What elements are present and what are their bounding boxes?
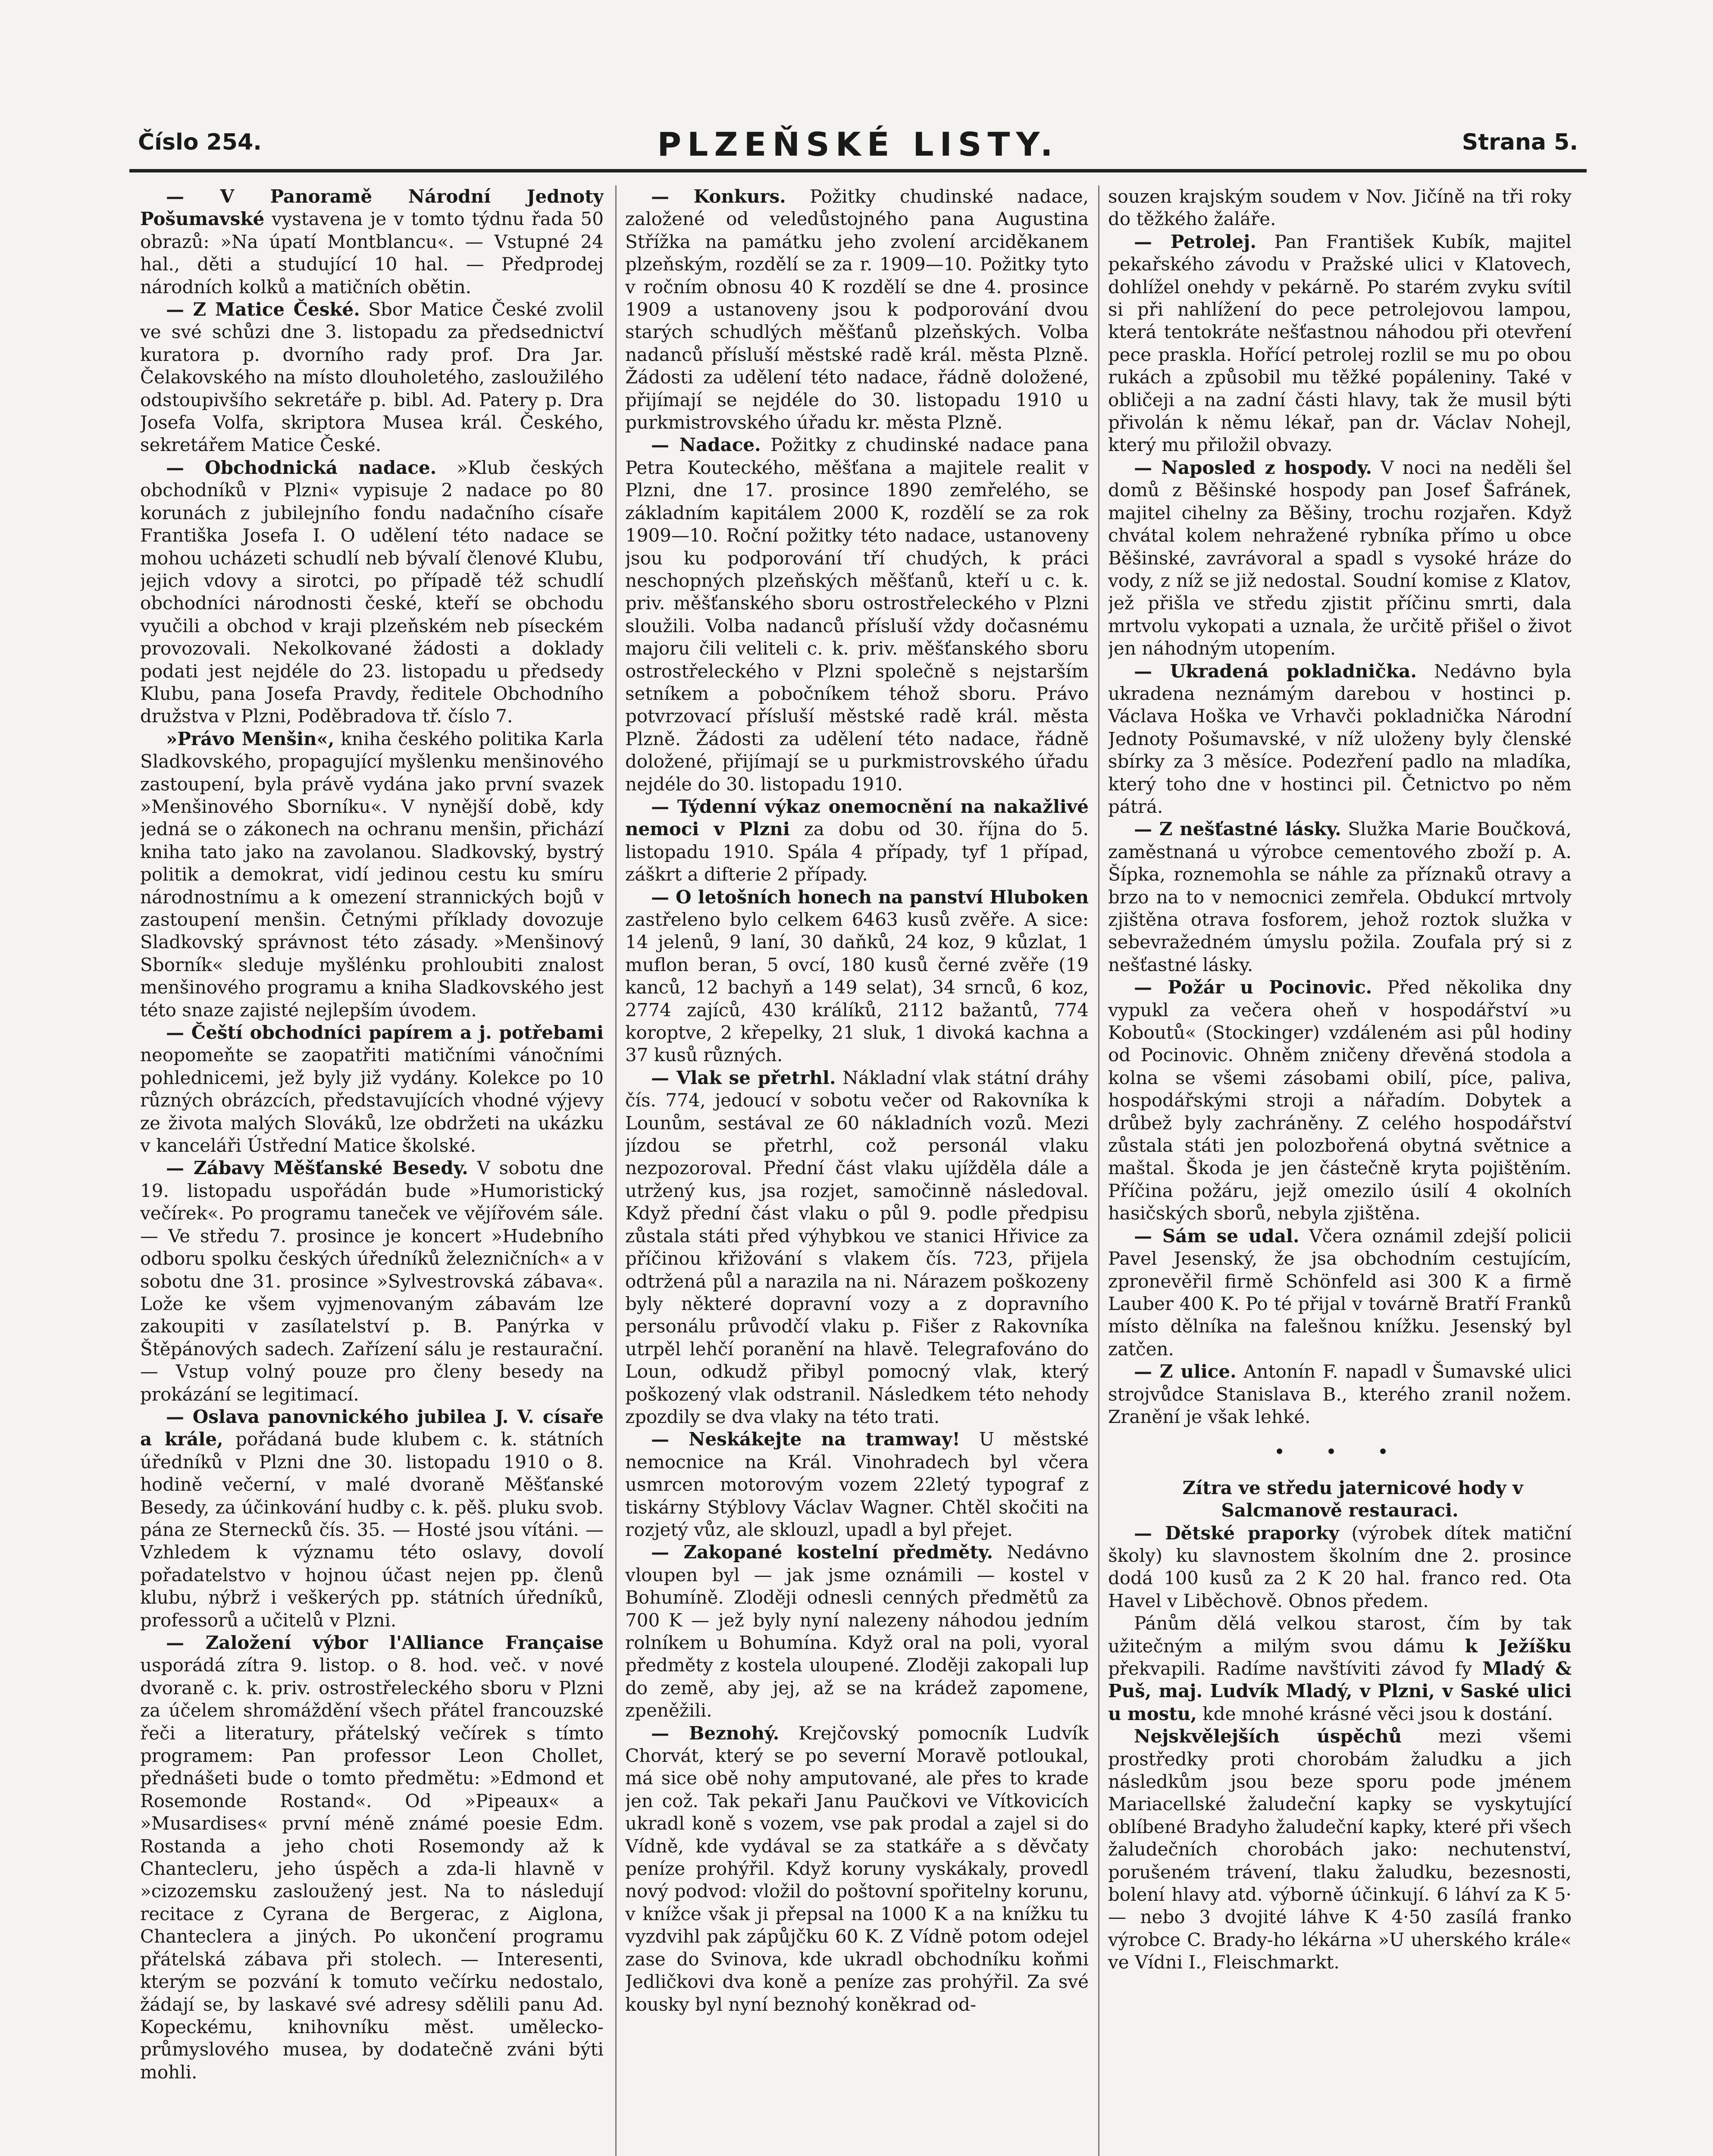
news-item [625,1428,1089,1541]
news-item-title: — Oslava panovnického jubilea J. V. císaře a krále, [140,1406,604,1450]
news-item-title: — Neskákejte na tramway! [651,1429,960,1450]
news-item [625,1067,1089,1429]
column-divider [1098,185,1099,2156]
news-item [1108,1360,1572,1428]
ad-body: (výrobek dítek matiční školy) ku slavnostem školním dne 2. prosince dodá 100 kusů za 2 K 20 hal. franco red. Ota Havel v Liběchově. Obnos předem. [1108,1522,1572,1611]
news-item [625,1722,1089,2016]
news-item [1108,1225,1572,1360]
news-item-title: — Čeští obchodníci papírem a j. potřebami [166,1022,604,1044]
news-item [140,1022,604,1157]
news-item [1108,818,1572,976]
news-item-title: »Právo Menšin«, [166,728,335,749]
news-item-body: V noci na neděli šel domů z Běšinské hospody pan Josef Šafránek, majitel cihelny za Běšiny, trochu rozjařen. Když chvátal kolem nehražené rybníka přímo u obce Běšinské, zavrávoral a spadl s vysoké hráze do vody, z níž se již nedostal. Soudní komise z Klatov, jež přišla ve středu zjistit příčinu smrti, dala mrtvolu vykopati a uznala, že určitě přišel o život jen náhodným utopením. [1108,457,1572,659]
section-ornament: • • • [1274,1441,1406,1463]
news-item-body: usporádá zítra 9. listop. o 8. hod. več. v nové dvoraně c. k. priv. ostrostřeleckého sboru v Plzni za účelem shromáždění všech přátel francouzské řeči a literatury, přátelský večírek s tímto programem: Pan professor Leon Chollet, přednášeti bude o tomto předmětu: »Edmond et Rosemonde Rostand«. Od »Pipeaux« a »Musardises« první méně známé poesie Edm. Rostanda a jeho choti Rosemondy až k Chantecleru, jeho úspěch a zda-li hlavně v »cizozemsku zasloužený jest. Na to následují recitace z Cyrana de Bergerac, z Aiglona, Chanteclera a jiných. Po ukončení programu přátelská zábava při stolech. — Interesenti, kterým se pozvání k tomuto večírku nedostalo, žádají se, by laskavé své adresy sdělili panu Ad. Kopeckému, knihovníku měst. umělecko-průmyslového musea, by dodatečně zváni býti mohli. [140,1655,604,2083]
news-item-title: — Konkurs. [651,186,786,207]
ad-body: překvapili. Radíme navštíviti závod fy [1108,1658,1483,1679]
ad-praporky [1108,1522,1572,1613]
news-item-body: Nedávno byla ukradena neznámým darebou v hostinci p. Václava Hoška ve Vrhavči pokladnička Národní Jednoty Pošumavské, v níž uloženy byly členské sbírky za 3 měsíce. Podezření padlo na mladíka, který toho dne v hostinci pil. Četnictvo po něm pátrá. [1108,660,1572,817]
advertisement-block [1108,1477,1572,1974]
column-divider [615,185,617,2156]
news-item-body: Antonín F. napadl v Šumavské ulici strojvůdce Stanislava B., kterého zranil nožem. Zranění je však lehké. [1108,1361,1572,1427]
masthead [129,125,1587,164]
news-item-body: Před několika dny vypukl za večera oheň v hospodářství »u Koboutů« (Stockinger) vzdáleném asi půl hodiny od Pocinovic. Ohněm zničeny dřevěná stodola a kolna se všemi zásobami obilí, píce, paliva, hospodářskými stroji a nářadím. Dobytek a drůbež byly zachráněny. Z celého hospodářství zůstala státi jen polozbořená obytná světnice a maštal. Škoda je jen částečně kryta pojištěním. Příčina požáru, jejž omezilo úsilí 4 okolních hasičských sborů, nebyla zjištěna. [1108,977,1572,1224]
news-item-body: souzen krajským soudem v Nov. Jičíně na tři roky do těžkého žaláře. [1108,186,1572,230]
news-item-body: Krejčovský pomocník Ludvík Chorvát, který se po severní Moravě potloukal, má sice obě nohy amputované, ale přes to krade jen což. Tak pekaři Janu Paučkovi ve Vítkovicích ukradl koně s vozem, vse pak prodal a zajel si do Vídně, kde vydával se za statkáře a s děvčaty peníze prohýřil. Když koruny vyskákaly, provedl nový podvod: vložil do poštovní spořitelny korunu, v knížce však ji přepsal na 1000 K a na knížku tu vyzdvihl pak zápůjčku 60 K. Z Vídně potom odejel zase do Svinova, kde ukradl obchodníku koňmi Jedličkovi dva koně a peníze zas prohýřil. Za své kousky byl nyní beznohý koněkrad od- [625,1722,1089,2015]
news-item [140,1632,604,2084]
news-item-body: U městské nemocnice na Král. Vinohradech byl včera usmrcen motorovým vozem 22letý typograf z tiskárny Stýblovy Václav Wagner. Chtěl skočiti na rozjetý vůz, ale sklouzl, upadl a byl přejet. [625,1429,1089,1540]
news-item-title: — Vlak se přetrhl. [651,1067,836,1088]
news-item [1108,185,1572,231]
news-item-title: — V Panoramě Národní Jednoty Pošumavské [140,186,604,230]
news-item-body: Sbor Matice České zvolil ve své schůzi dne 3. listopadu za předsednictví kuratora p. dvorního rady prof. Dra Jar. Čelakovského na místo dlouholetého, zasloužilého odstoupivšího sekretáře p. bibl. Ad. Patery p. Dra Josefa Volfa, skriptora Musea král. Českého, sekretářem Matice České. [140,299,604,456]
newspaper-title: PLZEŇSKÉ LISTY. [657,125,1059,163]
ad-emphasis: Mladý & Puš, maj. Ludvík Mladý, v Plzni, v Saské ulici u mostu, [1108,1658,1572,1724]
news-item-title: — Naposled z hospody. [1134,457,1372,478]
news-item [625,796,1089,886]
news-item-title: — Beznohý. [651,1722,780,1744]
news-item-title: — O letošních honech na panství Hluboken [651,886,1089,908]
news-item [1108,457,1572,660]
news-item-title: — Zábavy Měšťanské Besedy. [166,1157,468,1179]
news-item-title: — Týdenní výkaz onemocnění na nakažlivé nemoci v Plzni [625,796,1089,840]
news-item [625,886,1089,1067]
ad-heading: Zítra ve středu jaternicové hody v Salcmanově restauraci. [1182,1477,1523,1521]
news-item-body: Požitky chudinské nadace, založené od veledůstojného pana Augustina Střížka na památku jeho zvolení arciděkanem plzeňským, rozdělí se za r. 1909—10. Požitky tyto v ročním obnosu 40 K rozdělí se dne 4. prosince 1909 a ustanoveny jsou k podporování dvou starých schudlých měšťanů plzeňských. Volba nadanců přísluší městské radě král. města Plzně. Žádosti za udělení této nadace, řádně doložené, přijímají se nejdéle do 30. listopadu 1910 u purkmistrovského úřadu kr. města Plzně. [625,186,1089,433]
news-item-body: V sobotu dne 19. listopadu uspořádán bude »Humoristický večírek«. Po programu taneček ve vějířovém sále. — Ve středu 7. prosince je koncert »Hudebního odboru spolku českých úředníků železničních« a v sobotu dne 31. prosince »Sylvestrovská zábava«. Lože ke všem vyjmenovaným zábavám lze zakoupiti v zasílatelství p. B. Panýrka v Štěpánových sadech. Zařízení sálu je restaurační. — Vstup volný pouze pro členy besedy na prokázání se legitimací. [140,1157,604,1405]
news-item-body: Nedávno vloupen byl — jak jsme oznámili — kostel v Bohumíně. Zloději odnesli cenných předmětů za 700 K — jež byly nyní nalezeny náhodou jedním rolníkem u Bohumína. Když oral na poli, vyoral předměty z kostela uloupené. Zloději zakopali lup do země, aby jej, až se na krádež zapomene, zpeněžili. [625,1542,1089,1721]
news-item [1108,231,1572,457]
news-item [1108,660,1572,818]
news-item-title: — Zakopané kostelní předměty. [651,1542,993,1563]
news-item [140,728,604,1022]
news-item-body: za dobu od 30. října do 5. listopadu 1910. Spála 4 případy, tyf 1 případ, záškrt a difterie 2 případy. [625,818,1089,885]
column-3 [1108,185,1572,2156]
news-item-title: — Z nešťastné lásky. [1134,818,1341,840]
ad-title: — Dětské praporky [1134,1522,1339,1544]
news-item-body: neopomeňte se zaopatřiti matičními vánočními pohlednicemi, jež byly již vydány. Kolekce po 10 různých obrázcích, představujících vhodné výjevy ze života malých Slováků, lze obdržeti na ukázku v kanceláři Ústřední Matice školské. [140,1044,604,1156]
news-item-body: vystavena je v tomto týdnu řada 50 obrazů: »Na úpatí Montblancu«. — Vstupné 24 hal., děti a studující 10 hal. — Předprodej národních kolků a matičních obětin. [140,208,604,298]
news-item-title: — Z ulice. [1134,1361,1237,1382]
news-item-body: pořádaná bude klubem c. k. státních úředníků v Plzni dne 30. listopadu 1910 o 8. hodině večerní, v malé dvoraně Měšťanské Besedy, za účinkování hudby c. k. pěš. pluku svob. pána ze Sternecků čís. 35. — Hosté jsou vítáni. — Vzhledem k významu této oslavy, dovolí pořadatelstvo v hojnou účast nejen pp. členů klubu, nýbrž i veškerých pp. státních úředníků, professorů a učitelů v Plzni. [140,1429,604,1631]
news-item-title: — Z Matice České. [166,299,360,320]
news-item-title: — Obchodnická nadace. [166,457,437,478]
news-item-body: Pan František Kubík, majitel pekařského závodu v Pražské ulici v Klatovech, dohlížel onehdy v pekárně. Po starém zvyku svítil si při nahlížení do pece petrolejovou lampou, která tentokráte nešťastnou náhodou při otevření pece praskla. Hořící petrolej rozlil se mu po obou rukách a způsobil mu těžké popáleniny. Také v obličeji a na zadní části hlavy, tak že musil býti přivolán k němu lékař, pan dr. Václav Nohejl, který mu přiložil obvazy. [1108,231,1572,456]
news-item-body: Služka Marie Boučková, zaměstnaná u výrobce cementového zboží p. A. Šípka, roznemohla se náhle za příznaků otravy a brzo na to v nemocnici zemřela. Obdukcí mrtvoly zjištěna otrava fosforem, jehož roztok služka v sebevražedném úmyslu požila. Zoufala prý si z nešťastné lásky. [1108,818,1572,975]
ad-body: mezi všemi prostředky proti chorobám žaludku a jich následkům jsou beze sporu pode jménem Mariacellské žaludeční kapky se vyskytující oblíbené Bradyho žaludeční kapky, které při všech žaludečních chorobách jako: nechutenství, porušeném trávení, tlaku žaludku, bezesnosti, bolení hlavy atd. výborně účinkují. 6 láhví za K 5·— nebo 3 dvojité láhve K 4·50 zasílá franko výrobce C. Brady-ho lékárna »U uherského krále« ve Vídni I., Fleischmarkt. [1108,1726,1572,1973]
news-item [140,185,604,298]
news-item-title: — Sám se udal. [1134,1225,1300,1247]
news-item-title: — Ukradená pokladnička. [1134,660,1417,682]
news-item [1108,976,1572,1225]
news-item [140,1157,604,1405]
news-item-title: — Požár u Pocinovic. [1134,977,1372,998]
news-item-body: kniha českého politika Karla Sladkovského, propagující myšlenku menšinového zastoupení, byla právě vydána jako první svazek »Menšinového Sborníku«. V nynější době, kdy jedná se o zákonech na ochranu menšin, přichází kniha tato jako na zavolanou. Sladkovský, bystrý politik a demokrat, vidí jedinou cestu ku smíru národnostnímu a k omezení strannických bojů v zastoupení menšin. Četnými příklady dovozuje Sladkovský správnost této zásady. »Menšinový Sborník« sleduje myšlénku prohloubiti znalost menšinového programu a kniha Sladkovského jest této snaze zajisté nejlepším úvodem. [140,728,604,1021]
news-item [140,298,604,457]
ad-title: Nejskvělejších úspěchů [1134,1726,1402,1747]
news-item-body: »Klub českých obchodníků v Plzni« vypisuje 2 nadace po 80 korunách z jubilejního fondu nadačního císaře Františka Josefa I. O udělení této nadace se mohou ucházeti schudlí neb bývalí členové Klubu, jejich vdovy a sirotci, po případě též schudlí obchodníci národnosti české, kteří se obchodu vyučili a obchod v kraji plzeňském neb píseckém provozovali. Nekolkované žádosti a doklady podati jest nejdéle do 23. listopadu u předsedy Klubu, pana Josefa Pravdy, ředitele Obchodního družstva v Plzni, Poděbradova tř. číslo 7. [140,457,604,727]
header-rule [129,169,1587,172]
news-item-body: Požitky z chudinské nadace pana Petra Kouteckého, měšťana a majitele realit v Plzni, dne 17. prosince 1890 zemřelého, se základním kapitálem 2000 K, rozdělí se za rok 1909—10. Roční požitky této nadace, ustanoveny jsou ku podporování tří chudých, k práci neschopných plzeňských měšťanů, kteří u c. k. priv. měšťanského sboru ostrostřeleckého v Plzni sloužili. Volba nadanců přísluší vždy dočasnému majoru čili veliteli c. k. priv. měšťanského sboru ostrostřeleckého v Plzni společně s nejstarším setníkem a pobočníkem téhož sboru. Právo potvrzovací přísluší městské radě král. města Plzně. Žádosti za udělení této nadace, řádně doložené, přijímají se u purkmistrovského úřadu nejdéle do 30. listopadu 1910. [625,434,1089,795]
news-item-title: — Petrolej. [1134,231,1256,252]
ad-brady [1108,1725,1572,1974]
news-item-body: Nákladní vlak státní dráhy čís. 774, jedoucí v sobotu večer od Rakovníka k Lounům, sestával ze 60 nákladních vozů. Mezi jízdou se přetrhl, což personál vlaku nezpozoroval. Přední část vlaku ujížděla dále a utržený kus, jsa rozjet, samočinně následoval. Když přední část vlaku o půl 9. podle předpisu zůstala státi před výhybkou ve stanici Hřivice za příčinou křižování s vlakem čís. 723, přijela odtržená půl a narazila na ni. Nárazem poškozeny byly některé dopravní vozy a z dopravního personálu průvodčí vlaku p. Fišer z Rakovníka utrpěl lehčí poranění na hlavě. Telegrafováno do Loun, odkudž přibyl pomocný vlak, který poškozený vlak odstranil. Následkem této nehody zpozdily se dva vlaky na této trati. [625,1067,1089,1427]
news-item-body: zastřeleno bylo celkem 6463 kusů zvěře. A sice: 14 jelenů, 9 laní, 30 daňků, 24 koz, 9 kůzlat, 1 muflon beran, 5 ovcí, 180 kusů černé zvěře (19 kanců, 12 bachyň a 149 selat), 34 srnců, 6 koz, 2774 zajíců, 430 králíků, 2112 bažantů, 774 koroptve, 2 křepelky, 21 sluk, 1 divoká kachna a 37 kusů různých. [625,909,1089,1066]
news-item [140,1406,604,1632]
news-item [625,185,1089,434]
news-item-title: — Založení výbor l'Alliance Française [166,1632,604,1653]
column-1 [140,185,604,2156]
page-number: Strana 5. [1462,129,1578,155]
news-item [625,434,1089,796]
news-item-body: Včera oznámil zdejší policii Pavel Jesenský, že jsa obchodním cestujícím, zpronevěřil firmě Schönfeld asi 300 K a firmě Lauber 400 K. Po té přijal v továrně Bratří Franků místo dělníka na falešnou knížku. Jesenský byl zatčen. [1108,1225,1572,1360]
ad-emphasis: k Ježíšku [1465,1635,1572,1657]
news-item-title: — Nadace. [651,434,761,456]
ad-body: kde mnohé krásné věci jsou k dostání. [1196,1703,1553,1724]
ad-body: Pánům dělá velkou starost, čím by tak užitečným a milým svou dámu [1108,1613,1572,1657]
news-item [140,457,604,728]
column-2 [625,185,1089,2156]
issue-number: Číslo 254. [138,129,262,155]
news-item [625,1541,1089,1722]
ad-jezisek [1108,1612,1572,1725]
